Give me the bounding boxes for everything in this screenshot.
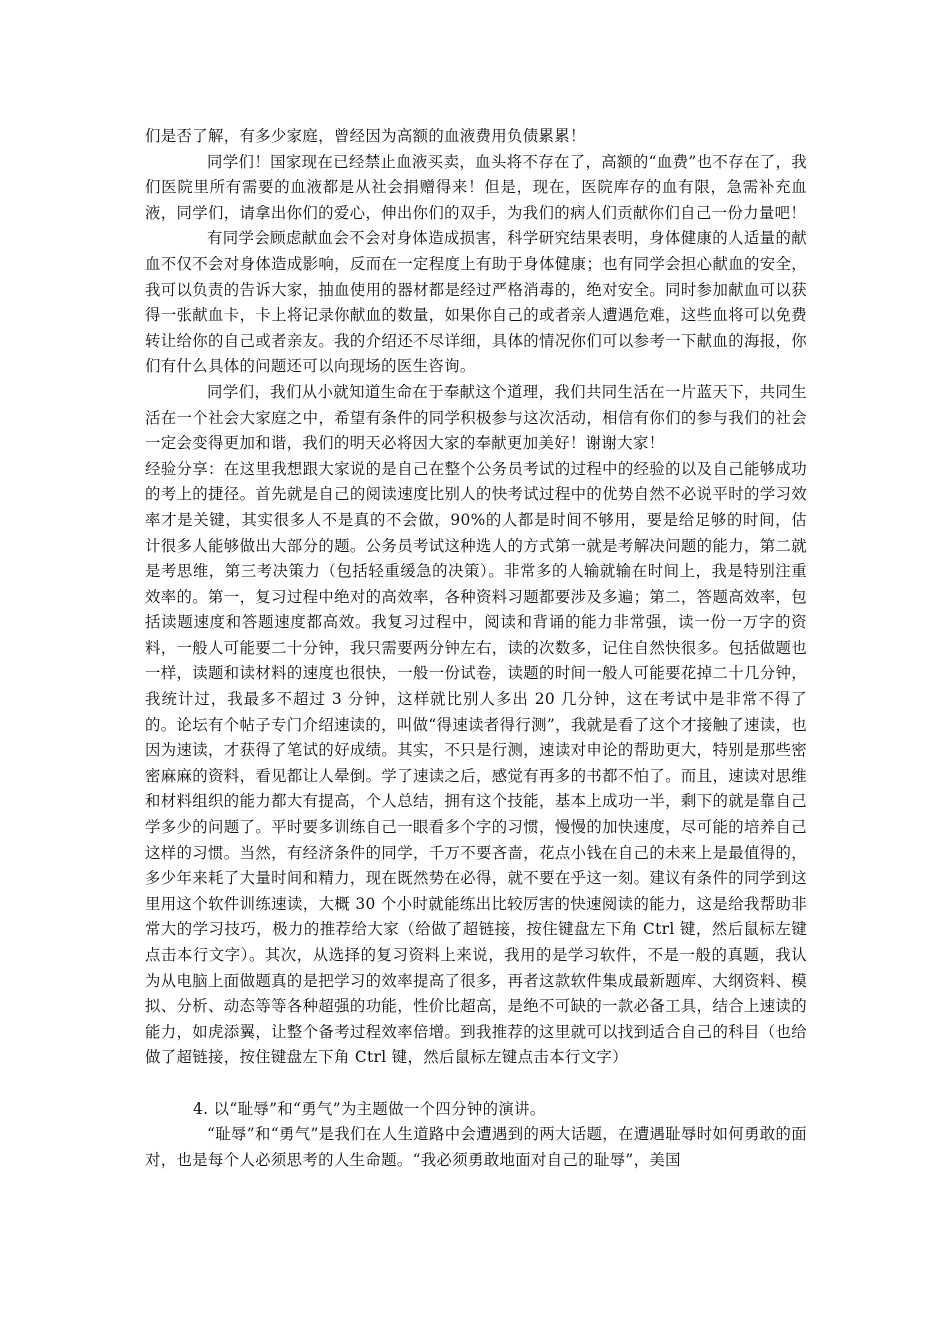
paragraph-safety-concerns: 有同学会顾虑献血会不会对身体造成损害，科学研究结果表明，身体健康的人适量的献血不仅不会对身体造成影响，反而在一定程度上有助于身体健康；也有同学会担心献血的安全，我可以负责的告诉大家，抽血使用的器材都是经过严格消毒的，绝对安全。同时参加献血可以获得一张献血卡，卡上将记录你献血的数量，如果你自己的或者亲人遭遇危难，这些血将可以免费转让给你的自己或者亲友。我的介绍还不尽详细，具体的情况你们可以参考一下献血的海报，你们有什么具体的问题还可以向现场的医生咨询。 <box>145 229 807 376</box>
paragraph-closing-thanks: 同学们，我们从小就知道生命在于奉献这个道理，我们共同生活在一片蓝天下，共同生活在一个社会大家庭之中，希望有条件的同学积极参与这次活动，相信有你们的参与我们的社会一定会变得更加和谐，我们的明天必将因大家的奉献更加美好！谢谢大家！ <box>145 382 807 453</box>
paragraph-experience-sharing: 经验分享：在这里我想跟大家说的是自己在整个公务员考试的过程中的经验的以及自己能够成功的考上的捷径。首先就是自己的阅读速度比别人的快考试过程中的优势自然不必说平时的学习效率才是关键，其实很多人不是真的不会做，90%的人都是时间不够用，要是给足够的时间，估计很多人能够做出大部分的题。公务员考试这种选人的方式第一就是考解决问题的能力，第二就是考思维，第三考决策力（包括轻重缓急的决策）。非常多的人输就输在时间上，我是特别注重效率的。第一，复习过程中绝对的高效率，各种资料习题都要涉及多遍；第二，答题高效率，包括读题速度和答题速度都高效。我复习过程中，阅读和背诵的能力非常强，读一份一万字的资料，一般人可能要二十分钟，我只需要两分钟左右，读的次数多，记住自然快很多。包括做题也一样，读题和读材料的速度也很快，一般一份试卷，读题的时间一般人可能要花掉二十几分钟，我统计过，我最多不超过 3 分钟，这样就比别人多出 20 几分钟，这在考试中是非常不得了的。论坛有个帖子专门介绍速读的，叫做“得速读者得行测”，我就是看了这个才接触了速读，也因为速读，才获得了笔试的好成绩。其实，不只是行测，速读对申论的帮助更大，特别是那些密密麻麻的资料，看见都让人晕倒。学了速读之后，感觉有再多的书都不怕了。而且，速读对思维和材料组织的能力都大有提高，个人总结，拥有这个技能，基本上成功一半，剩下的就是靠自己学多少的问题了。平时要多训练自己一眼看多个字的习惯，慢慢的加快速度，尽可能的培养自己这样的习惯。当然，有经济条件的同学，千万不要吝啬，花点小钱在自己的未来上是最值得的，多少年来耗了大量时间和精力，现在既然势在必得，就不要在乎这一刻。建议有条件的同学到这里用这个软件训练速读，大概 30 个小时就能练出比较厉害的快速阅读的能力，这是给我帮助非常大的学习技巧，极力的推荐给大家（给做了超链接，按住键盘左下角 Ctrl 键，然后鼠标左键点击本行文字）。其次，从选择的复习资料上来说，我用的是学习软件，不是一般的真题，我认为从电脑上面做题真的是把学习的效率提高了很多，再者这款软件集成最新题库、大纲资料、模拟、分析、动态等等各种超强的功能，性价比超高，是绝不可缺的一款必备工具，结合上速读的能力，如虎添翼，让整个备考过程效率倍增。到我推荐的这里就可以找到适合自己的科目（也给做了超链接，按住键盘左下角 Ctrl 键，然后鼠标左键点击本行文字） <box>145 459 807 1067</box>
document-page <box>145 124 807 1173</box>
paragraph-continuation: 们是否了解，有多少家庭，曾经因为高额的血液费用负债累累！ <box>145 127 586 145</box>
paragraph-blood-donation-appeal: 同学们！国家现在已经禁止血液买卖，血头将不存在了，高额的“血费”也不存在了，我们医院里所有需要的血液都是从社会捐赠得来！但是，现在，医院库存的血有限，急需补充血液，同学们，请拿出你们的爱心，伸出你们的双手，为我们的病人们贡献你们自己一份力量吧！ <box>145 152 807 222</box>
blank-line <box>145 1071 807 1097</box>
paragraph-shame-courage: “耻辱”和“勇气”是我们在人生道路中会遭遇到的两大话题，在遭遇耻辱时如何勇敢的面对，也是每个人必须思考的人生命题。“我必须勇敢地面对自己的耻辱”，美国 <box>145 1125 807 1169</box>
numbered-item-4: 4. 以“耻辱”和“勇气”为主题做一个四分钟的演讲。 <box>193 1099 546 1118</box>
